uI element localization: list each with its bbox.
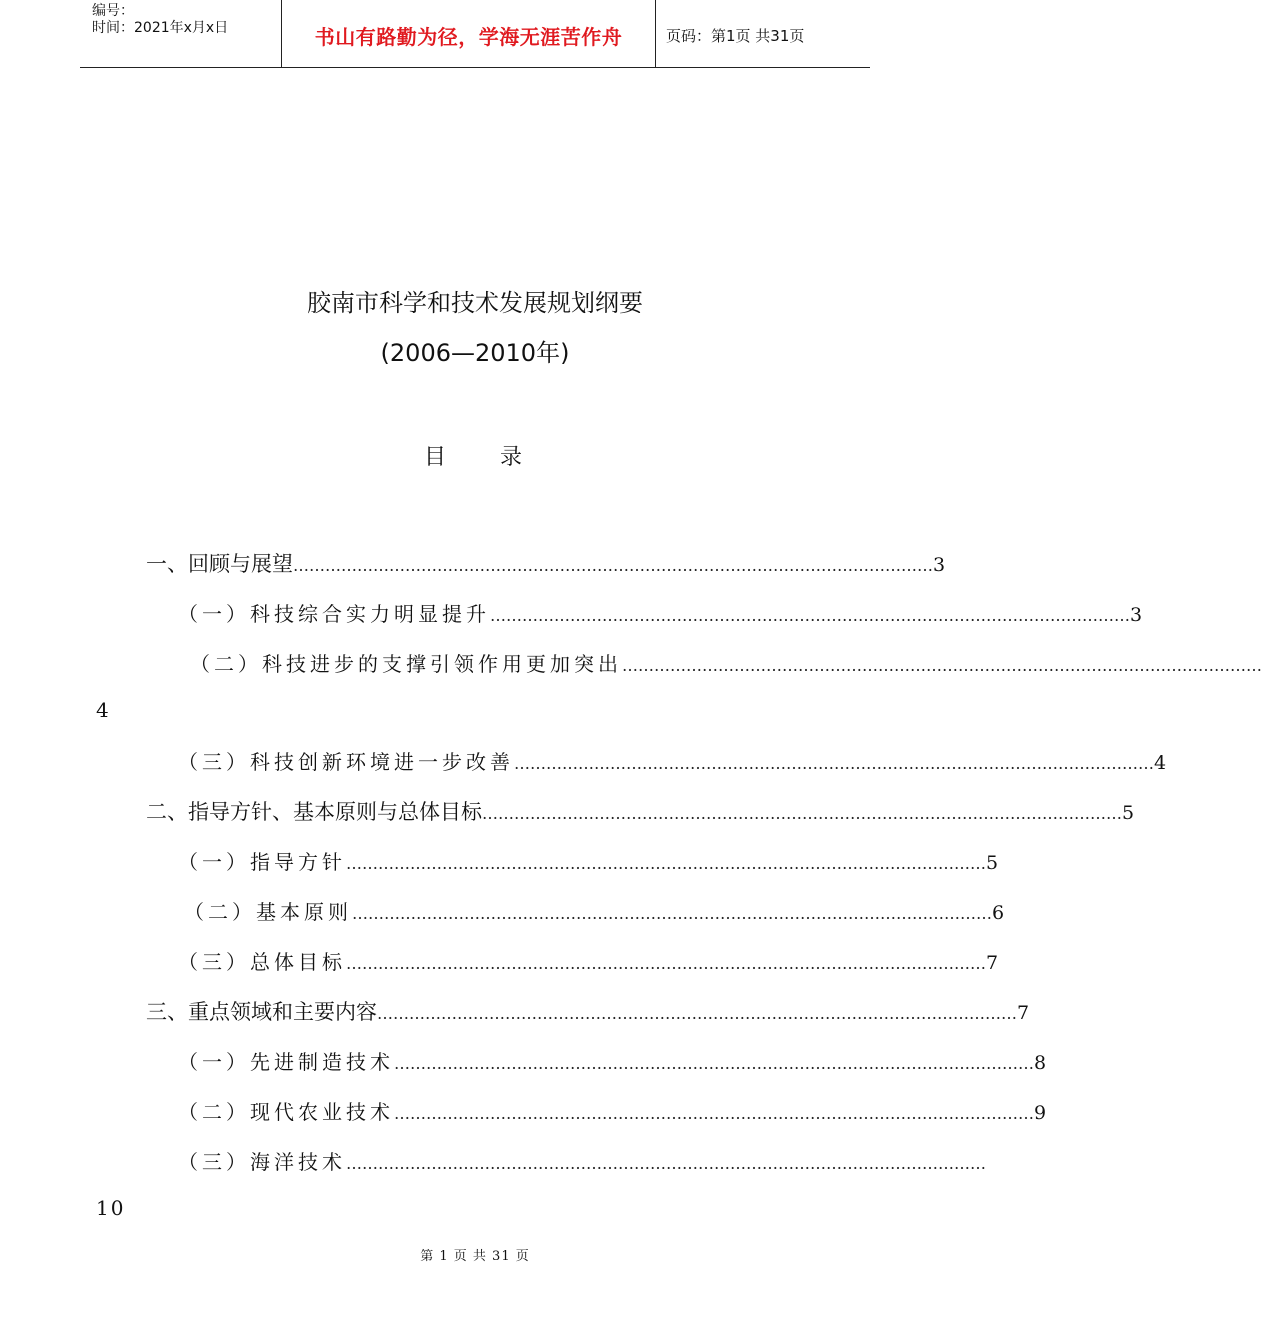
toc-entry[interactable] xyxy=(146,796,1135,826)
toc-page-number: 3 xyxy=(1130,604,1143,626)
toc-leader: ………………………………………………………………………………………………………… xyxy=(346,1154,986,1173)
number-label: 编号： xyxy=(92,3,134,19)
toc-page-number: 5 xyxy=(1122,802,1135,824)
toc-leader: ………………………………………………………………………………………………………… xyxy=(394,1104,1034,1123)
toc-entry-text: （一）指导方针 xyxy=(178,850,346,874)
toc-entry[interactable] xyxy=(146,996,1030,1026)
toc-entry-text: 二、指导方针、基本原则与总体目标 xyxy=(146,800,482,824)
toc-leader: ………………………………………………………………………………………………………… xyxy=(377,1004,1017,1023)
toc-leader: ………………………………………………………………………………………………………… xyxy=(394,1054,1034,1073)
page-footer: 第 1 页 共 31 页 xyxy=(420,1249,530,1264)
header-meta-cell xyxy=(80,0,282,68)
toc-page-number-wrapped: 10 xyxy=(96,1196,126,1220)
toc-entry-text: （一）科技综合实力明显提升 xyxy=(178,602,490,626)
toc-page-number: 6 xyxy=(992,902,1005,924)
toc-page-number: 8 xyxy=(1034,1052,1047,1074)
toc-entry[interactable] xyxy=(190,648,1262,678)
document-subtitle: (2006—2010年) xyxy=(380,339,570,367)
toc-heading-char-1: 目 xyxy=(424,445,447,470)
toc-entry[interactable] xyxy=(178,746,1167,776)
toc-page-number-wrapped: 4 xyxy=(96,698,109,722)
toc-entry[interactable] xyxy=(146,548,946,578)
toc-entry-text: 一、回顾与展望 xyxy=(146,552,293,576)
toc-heading xyxy=(424,440,522,471)
toc-entry-text: （二）基本原则 xyxy=(184,900,352,924)
toc-entry[interactable] xyxy=(178,1046,1047,1076)
toc-heading-char-2: 录 xyxy=(500,445,523,470)
page-info: 页码：第1页 共31页 xyxy=(666,27,805,45)
toc-entry[interactable] xyxy=(178,946,999,976)
toc-entry-text: （二）科技进步的支撑引领作用更加突出 xyxy=(190,652,622,676)
toc-leader: ………………………………………………………………………………………………………… xyxy=(490,606,1130,625)
toc-page-number: 5 xyxy=(986,852,999,874)
toc-page-number: 3 xyxy=(933,554,946,576)
motto-text: 书山有路勤为径，学海无涯苦作舟 xyxy=(314,25,623,49)
toc-leader: ………………………………………………………………………………………………………… xyxy=(346,954,986,973)
toc-entry-text: 三、重点领域和主要内容 xyxy=(146,1000,377,1024)
toc-page-number: 9 xyxy=(1034,1102,1047,1124)
toc-leader: ………………………………………………………………………………………………………… xyxy=(482,804,1122,823)
toc-page-number: 7 xyxy=(1017,1002,1030,1024)
toc-entry[interactable] xyxy=(184,896,1005,926)
header-page-cell xyxy=(656,0,870,68)
toc-page-number: 7 xyxy=(986,952,999,974)
toc-entry-text: （三）科技创新环境进一步改善 xyxy=(178,750,514,774)
toc-leader: ………………………………………………………………………………………………………… xyxy=(352,904,992,923)
toc-page-number: 4 xyxy=(1154,752,1167,774)
toc-entry[interactable] xyxy=(178,1096,1047,1126)
toc-entry-text: （三）海洋技术 xyxy=(178,1150,346,1174)
toc-leader: ………………………………………………………………………………………………………… xyxy=(514,754,1154,773)
document-title: 胶南市科学和技术发展规划纲要 xyxy=(307,289,643,317)
time-label: 时间：2021年x月x日 xyxy=(92,20,229,36)
toc-leader: ………………………………………………………………………………………………………… xyxy=(293,556,933,575)
toc-entry-text: （二）现代农业技术 xyxy=(178,1100,394,1124)
toc-entry-text: （三）总体目标 xyxy=(178,950,346,974)
toc-entry[interactable] xyxy=(178,1146,986,1176)
toc-leader: ………………………………………………………………………………………………………… xyxy=(346,854,986,873)
toc-leader: ………………………………………………………………………………………………………… xyxy=(622,656,1262,675)
toc-entry-text: （一）先进制造技术 xyxy=(178,1050,394,1074)
page-header xyxy=(80,0,870,68)
toc-entry[interactable] xyxy=(178,846,999,876)
toc-entry[interactable] xyxy=(178,598,1143,628)
header-motto-cell xyxy=(282,0,656,68)
